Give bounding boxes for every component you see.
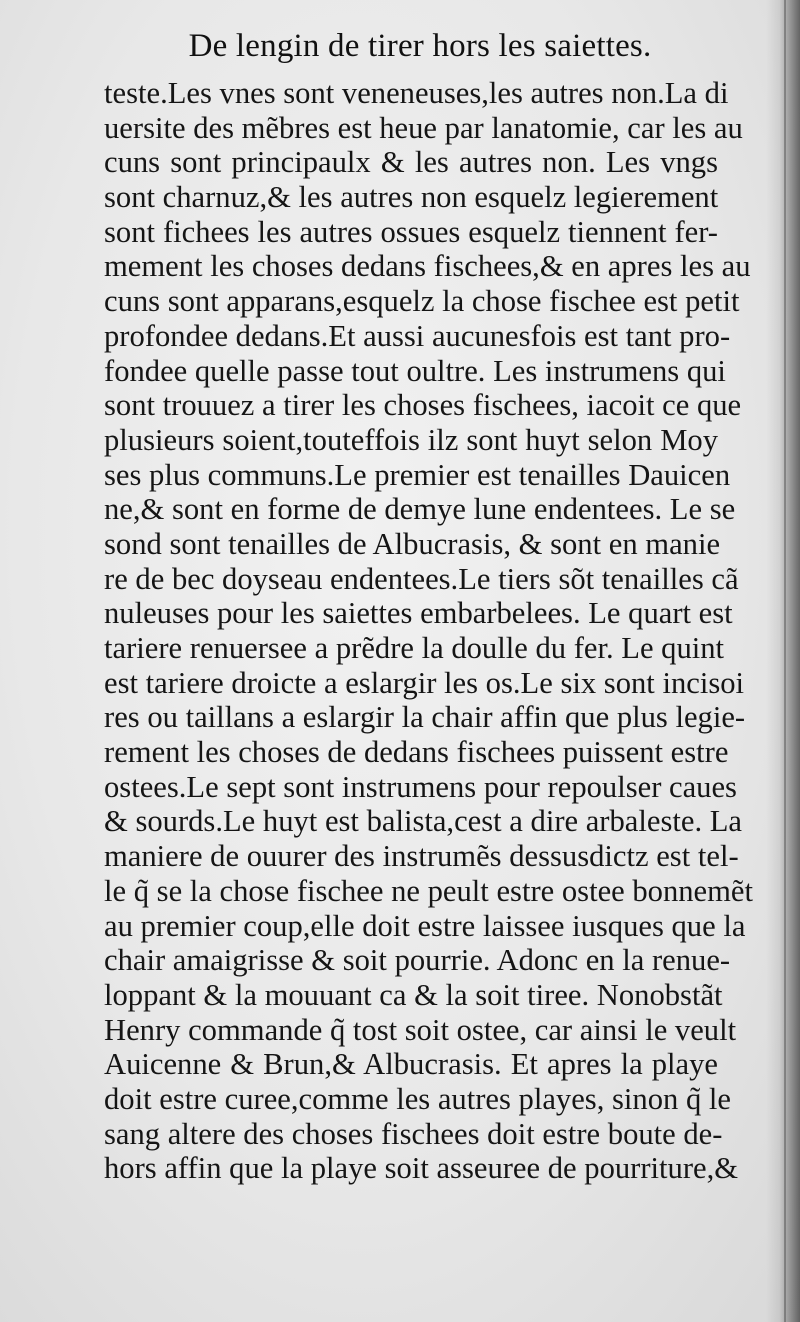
- text-line: au premier coup,elle doit estre laissee iusques que la: [104, 908, 746, 943]
- text-line: chair amaigrisse & soit pourrie. Adonc en la renue-: [104, 943, 731, 978]
- text-line: sang altere des choses fischees doit estre boute de-: [104, 1116, 723, 1151]
- text-line: sont fichees les autres ossues esquelz tiennent fer-: [104, 214, 718, 249]
- text-line: tariere renuersee a prẽdre la doulle du fer. Le quint: [104, 631, 725, 665]
- page-edge-line: [784, 0, 786, 1322]
- text-line: sond sont tenailles de Albucrasis, & sont en manie: [104, 526, 721, 561]
- text-line: nuleuses pour les saiettes embarbelees. Le quart est: [104, 596, 733, 631]
- text-line: sont charnuz,& les autres non esquelz legierement: [104, 180, 719, 215]
- text-line: teste.Les vnes sont veneneuses,les autres non.La di: [104, 76, 729, 110]
- text-line: loppant & la mouuant ca & la soit tiree. Nonobstãt: [104, 977, 723, 1012]
- text-line: res ou taillans a eslargir la chair affin que plus legie-: [104, 700, 746, 735]
- text-line: maniere de ouurer des instrumẽs dessusdictz est tel-: [104, 839, 739, 874]
- text-line: uersite des mẽbres est heue par lanatomie, car les au: [104, 110, 743, 145]
- running-head: De lengin de tirer hors les saiettes.: [188, 28, 652, 64]
- text-line: re de bec doyseau endentees.Le tiers sõt tenailles cã: [104, 561, 739, 596]
- text-line: cuns sont apparans,esquelz la chose fischee est petit: [104, 284, 740, 319]
- text-line: profondee dedans.Et aussi aucunesfois est tant pro-: [104, 318, 731, 353]
- text-line: hors affin que la playe soit asseuree de pourriture,&: [104, 1151, 739, 1186]
- text-line: ostees.Le sept sont instrumens pour repoulser caues: [104, 769, 737, 804]
- text-line: Henry commande q̃ tost soit ostee, car ainsi le veult: [104, 1012, 737, 1047]
- text-line: cuns sont principaulx & les autres non. Les vngs: [104, 145, 718, 180]
- text-line: plusieurs soient,touteffois ilz sont huyt selon Moy: [104, 422, 718, 457]
- text-line: ses plus communs.Le premier est tenailles Dauicen: [104, 457, 731, 492]
- text-line: ne,& sont en forme de demye lune endentees. Le se: [104, 492, 736, 527]
- body-text: [104, 76, 754, 1186]
- text-line: & sourds.Le huyt est balista,cest a dire arbaleste. La: [104, 804, 743, 839]
- text-line: sont trouuez a tirer les choses fischees, iacoit ce que: [104, 388, 742, 423]
- text-line: fondee quelle passe tout oultre. Les instrumens qui: [104, 353, 726, 388]
- text-line: est tariere droicte a eslargir les os.Le six sont incisoi: [104, 665, 745, 700]
- text-line: rement les choses de dedans fischees puissent estre: [104, 735, 729, 770]
- text-line: mement les choses dedans fischees,& en apres les au: [104, 249, 751, 284]
- text-line: le q̃ se la chose fischee ne peult estre ostee bonnemẽt: [104, 873, 754, 908]
- page-edge-shadow: [766, 0, 800, 1322]
- text-line: Auicenne & Brun,& Albucrasis. Et apres la playe: [104, 1047, 718, 1082]
- text-line: doit estre curee,comme les autres playes, sinon q̃ le: [104, 1081, 731, 1116]
